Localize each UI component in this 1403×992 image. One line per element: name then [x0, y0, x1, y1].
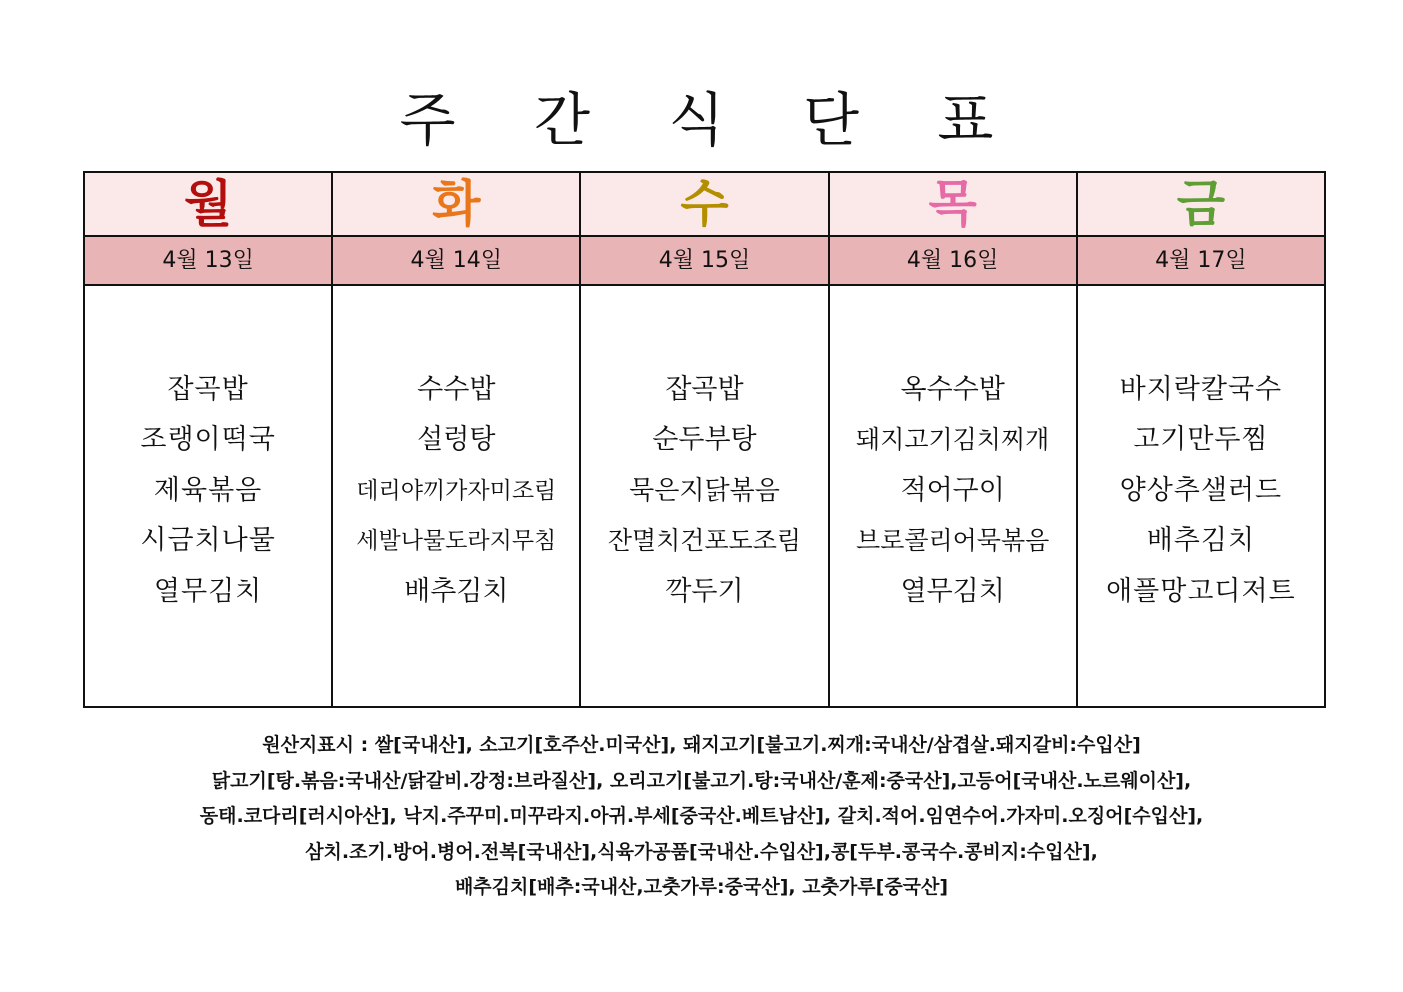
day-tuesday: 화 — [332, 172, 580, 236]
origin-line: 배추김치[배추:국내산,고춧가루:중국산], 고춧가루[중국산] — [454, 876, 949, 898]
day-wednesday: 수 — [580, 172, 828, 236]
menu-item: 조랭이떡국 — [140, 424, 276, 456]
menu-item: 잔멸치건포도조림 — [607, 526, 802, 556]
date-wednesday: 4월 15일 — [580, 236, 828, 285]
origin-notice — [60, 728, 1343, 906]
menu-item: 적어구이 — [900, 474, 1005, 506]
menu-items-row — [84, 285, 1325, 707]
menu-item: 옥수수밥 — [900, 373, 1005, 405]
menu-item: 깍두기 — [665, 575, 744, 607]
menu-item: 열무김치 — [900, 575, 1005, 607]
menu-wednesday — [580, 285, 828, 707]
page-title: 주 간 식 단 표 — [399, 86, 1024, 154]
menu-friday — [1077, 285, 1325, 707]
origin-line: 원산지표시 : 쌀[국내산], 소고기[호주산.미국산], 돼지고기[불고기.찌개:국내산/삼겹살.돼지갈비:수입산] — [262, 734, 1141, 756]
menu-item: 잡곡밥 — [167, 373, 249, 405]
date-tuesday: 4월 14일 — [332, 236, 580, 285]
menu-tuesday — [332, 285, 580, 707]
menu-item: 수수밥 — [417, 373, 496, 405]
day-friday: 금 — [1077, 172, 1325, 236]
menu-item: 순두부탕 — [652, 424, 757, 456]
menu-item: 데리야끼가자미조림 — [356, 477, 557, 504]
menu-thursday — [829, 285, 1077, 707]
menu-item: 제육볶음 — [153, 474, 263, 506]
menu-item: 세발나물도라지무침 — [356, 528, 557, 555]
menu-item: 브로콜리어묵볶음 — [856, 526, 1050, 556]
menu-item: 묵은지닭볶음 — [629, 475, 780, 506]
menu-item: 설렁탕 — [417, 424, 496, 456]
origin-line: 닭고기[탕.볶음:국내산/닭갈비.강정:브라질산], 오리고기[불고기.탕:국내산/훈제:중국산],고등어[국내산.노르웨이산], — [211, 769, 1192, 792]
menu-item: 애플망고디저트 — [1106, 575, 1296, 607]
day-monday: 월 — [84, 172, 332, 236]
menu-item: 잡곡밥 — [665, 373, 744, 405]
date-row — [84, 236, 1325, 285]
menu-item: 시금치나물 — [140, 525, 276, 557]
menu-item: 배추김치 — [1146, 525, 1256, 557]
menu-item: 배추김치 — [404, 575, 509, 607]
menu-monday — [84, 285, 332, 707]
day-thursday: 목 — [829, 172, 1077, 236]
menu-item: 고기만두찜 — [1133, 424, 1269, 456]
date-monday: 4월 13일 — [84, 236, 332, 285]
day-header-row — [84, 172, 1325, 236]
menu-item: 양상추샐러드 — [1119, 474, 1283, 506]
date-friday: 4월 17일 — [1077, 236, 1325, 285]
origin-line: 동태.코다리[러시아산], 낙지.주꾸미.미꾸라지.아귀.부세[중국산.베트남산], 갈치.적어.임연수어.가자미.오징어[수입산], — [199, 805, 1204, 827]
menu-item: 바지락칼국수 — [1119, 373, 1283, 405]
menu-item: 돼지고기김치찌개 — [856, 425, 1050, 455]
weekly-menu-table — [83, 171, 1326, 708]
menu-item: 열무김치 — [153, 575, 263, 607]
date-thursday: 4월 16일 — [829, 236, 1077, 285]
origin-line: 삼치.조기.방어.병어.전복[국내산],식육가공품[국내산.수입산],콩[두부.콩국수.콩비지:수입산], — [305, 840, 1098, 863]
